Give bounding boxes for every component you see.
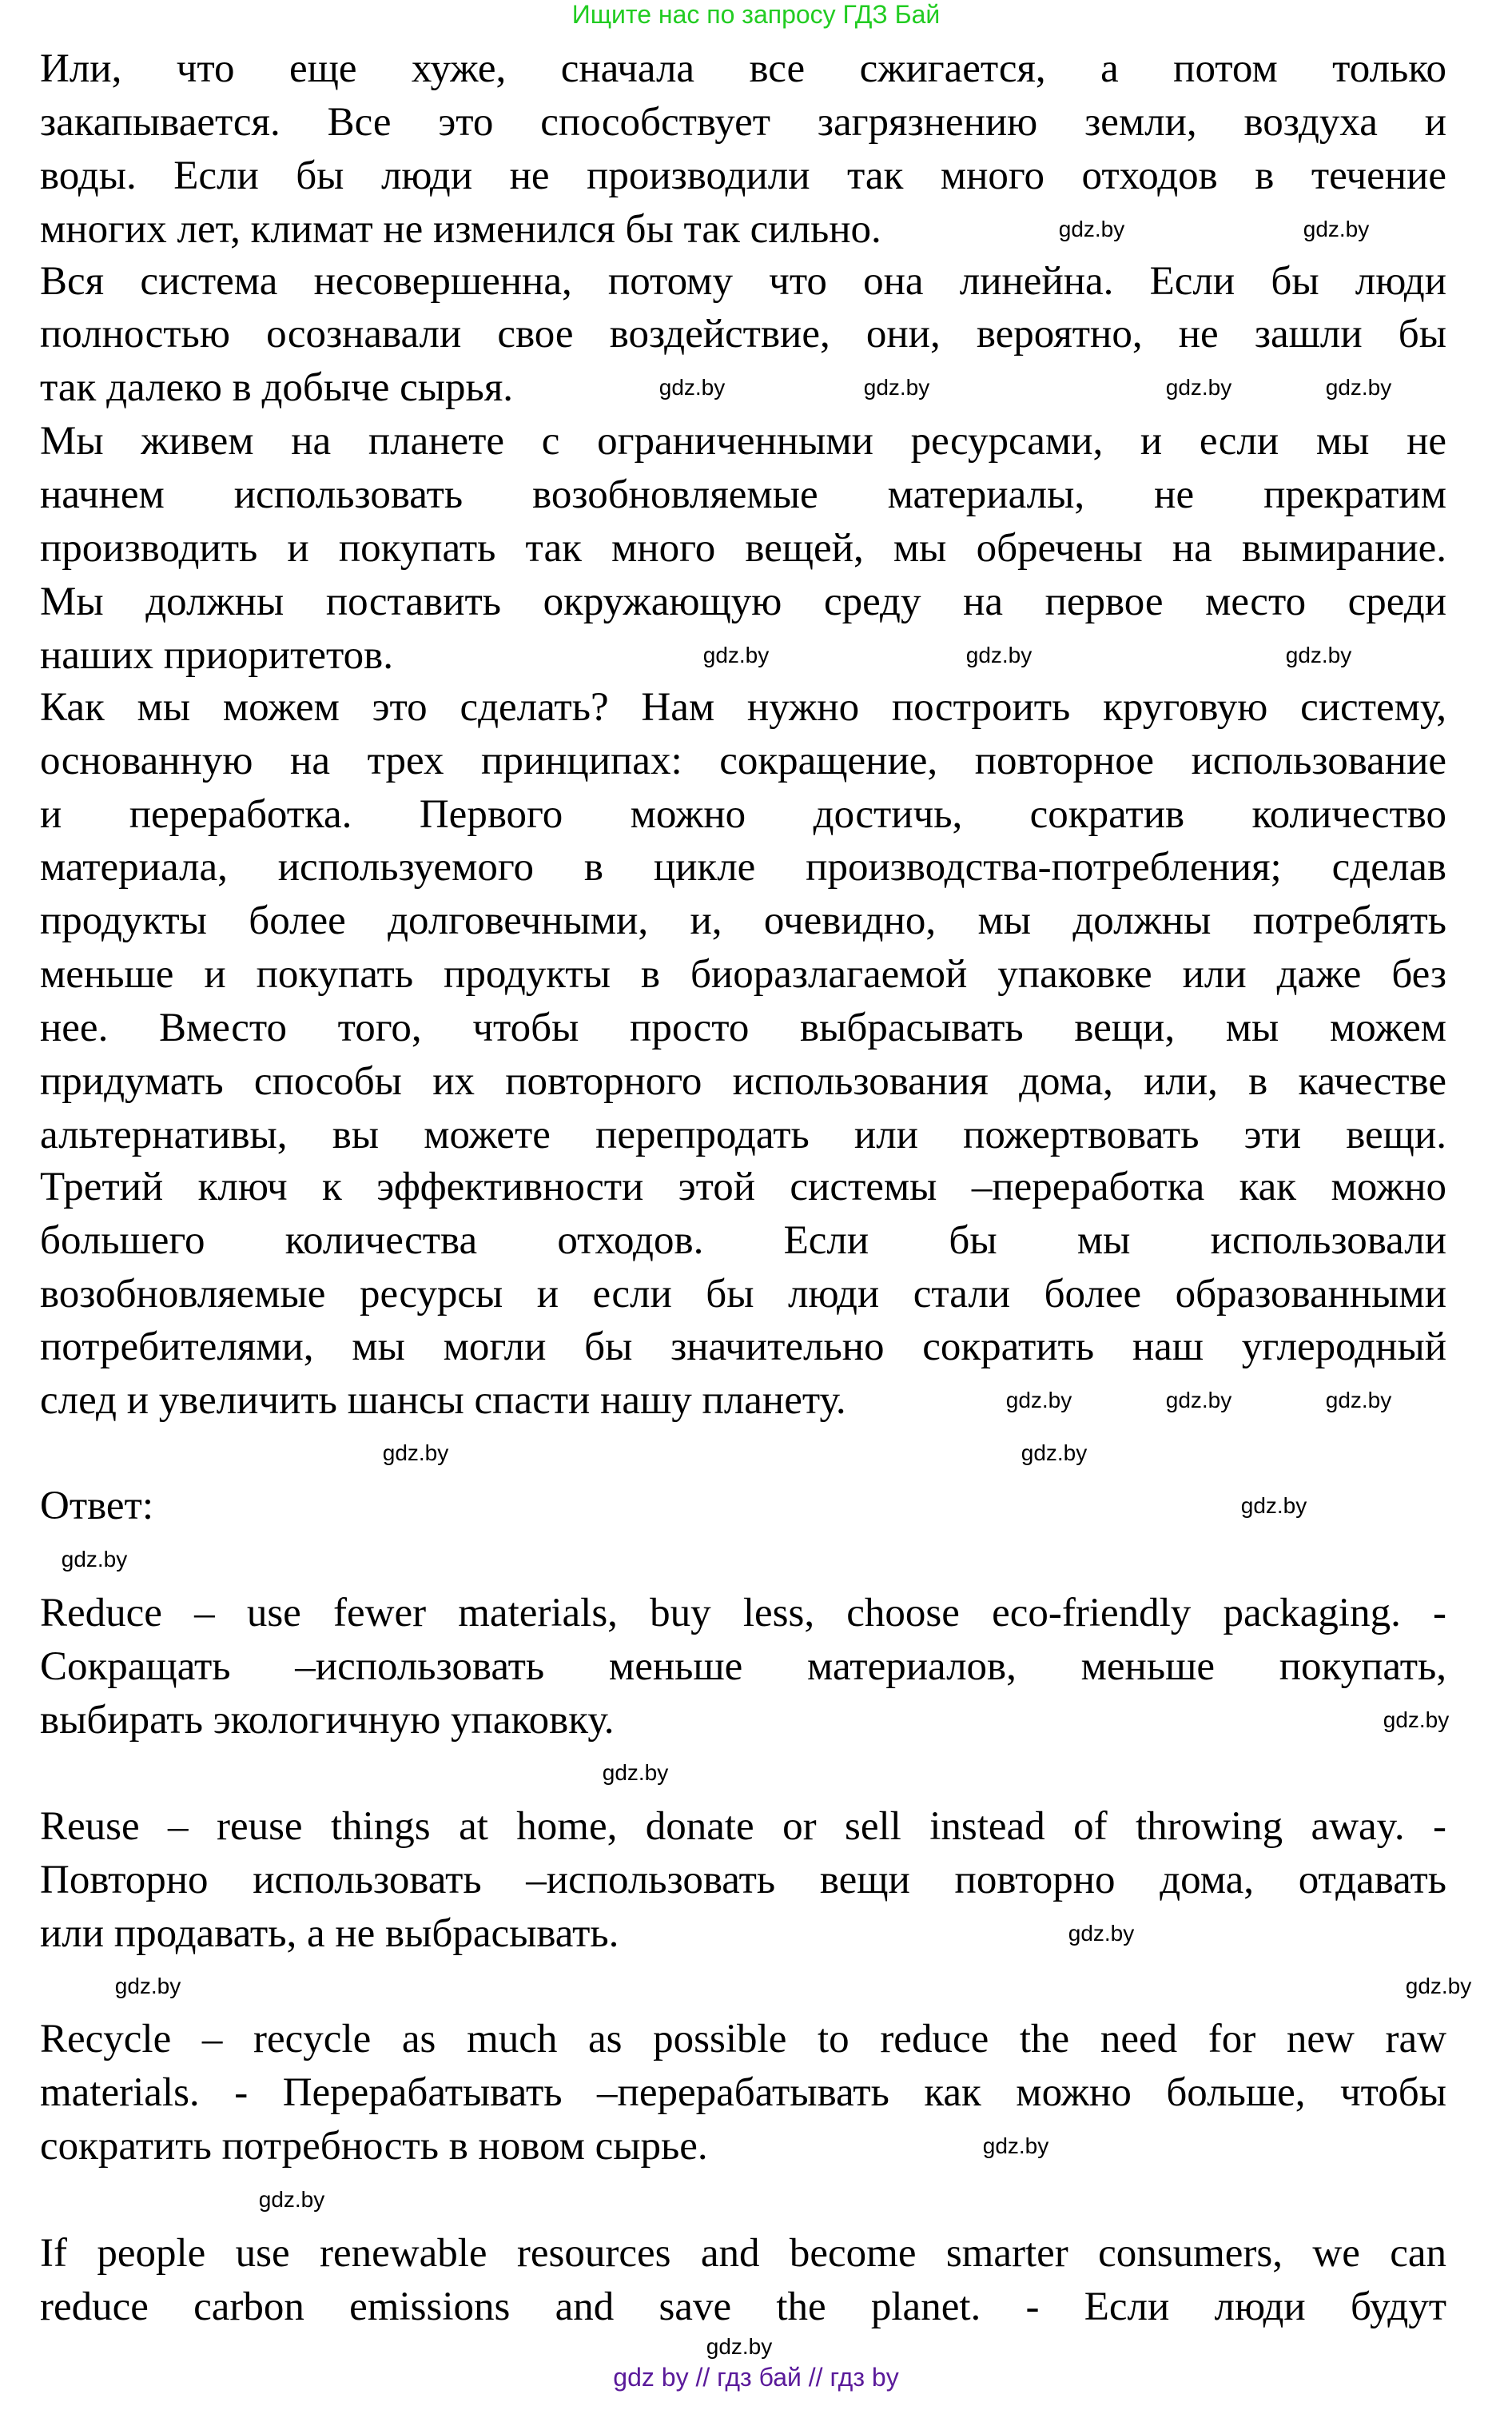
watermark: gdz.by [1068,1921,1135,1946]
watermark: gdz.by [1383,1707,1450,1732]
text-line: большего количества отходов. Если бы мы использовали [40,1218,1446,1263]
text-line: возобновляемые ресурсы и если бы люди стали более образованными [40,1272,1446,1317]
text-line: основанную на трех принципах: сокращение, повторное использование [40,739,1446,783]
text-line: Recycle – recycle as much as possible to reduce the need for new raw [40,2017,1446,2061]
text-line: materials. - Перерабатывать –перерабатывать как можно больше, чтобы [40,2070,1446,2115]
text-line: reduce carbon emissions and save the planet. - Если люди будут [40,2285,1446,2329]
text-line: след и увеличить шансы спасти нашу планету. [40,1378,846,1423]
watermark: gdz.by [965,643,1033,667]
text-line: выбирать экологичную упаковку. [40,1698,615,1743]
text-line: Мы должны поставить окружающую среду на первое место среди [40,580,1446,624]
watermark: gdz.by [1325,375,1392,400]
watermark: gdz.by [1165,375,1232,400]
text-line: Ответ: [40,1484,153,1528]
watermark: gdz.by [706,2334,773,2359]
watermark: gdz.by [1285,643,1352,667]
watermark: gdz.by [863,375,930,400]
text-line: производить и покупать так много вещей, мы обречены на вымирание. [40,526,1446,571]
text-line: If people use renewable resources and become smarter consumers, we can [40,2231,1446,2276]
text-line: продукты более долговечными, и, очевидно, мы должны потреблять [40,898,1446,943]
text-line: материала, используемого в цикле производства-потребления; сделав [40,845,1446,890]
text-line: Вся система несовершенна, потому что она линейна. Если бы люди [40,259,1446,304]
text-line: начнем использовать возобновляемые материалы, не прекратим [40,472,1446,517]
text-line: Третий ключ к эффективности этой системы –переработка как можно [40,1165,1446,1209]
text-line: так далеко в добыче сырья. [40,365,514,410]
text-line: Reuse – reuse things at home, donate or sell instead of throwing away. - [40,1804,1446,1849]
watermark: gdz.by [61,1547,128,1571]
text-line: воды. Если бы люди не производили так много отходов в течение [40,153,1446,198]
watermark: gdz.by [1165,1388,1232,1412]
text-line: закапывается. Все это способствует загрязнению земли, воздуха и [40,100,1446,145]
watermark: gdz.by [1405,1974,1472,1998]
text-line: наших приоритетов. [40,633,393,678]
watermark: gdz.by [1303,217,1370,241]
search-hint-banner: Ищите нас по запросу ГДЗ Бай [571,0,941,29]
text-line: Как мы можем это сделать? Нам нужно построить круговую систему, [40,685,1446,730]
text-line: сократить потребность в новом сырье. [40,2124,708,2169]
watermark: gdz.by [258,2187,325,2212]
watermark: gdz.by [114,1974,181,1998]
text-line: Или, что еще хуже, сначала все сжигается, а потом только [40,46,1446,91]
text-line: придумать способы их повторного использования дома, или, в качестве [40,1059,1446,1104]
text-line: и переработка. Первого можно достичь, сократив количество [40,792,1446,837]
watermark: gdz.by [659,375,726,400]
text-line: Сокращать –использовать меньше материалов, меньше покупать, [40,1644,1446,1689]
watermark: gdz.by [702,643,770,667]
text-line: потребителями, мы могли бы значительно сократить наш углеродный [40,1325,1446,1369]
watermark: gdz.by [382,1440,449,1465]
text-line: многих лет, климат не изменился бы так сильно. [40,207,881,252]
watermark: gdz.by [1058,217,1125,241]
watermark: gdz.by [1005,1388,1072,1412]
watermark: gdz.by [982,2133,1049,2158]
text-line: меньше и покупать продукты в биоразлагаемой упаковке или даже без [40,952,1446,997]
text-line: полностью осознавали свое воздействие, они, вероятно, не зашли бы [40,312,1446,357]
watermark: gdz.by [1021,1440,1088,1465]
text-line: или продавать, а не выбрасывать. [40,1911,619,1956]
text-line: Мы живем на планете с ограниченными ресурсами, и если мы не [40,419,1446,464]
text-line: нее. Вместо того, чтобы просто выбрасывать вещи, мы можем [40,1006,1446,1050]
text-line: Reduce – use fewer materials, buy less, choose eco-friendly packaging. - [40,1591,1446,1635]
watermark: gdz.by [602,1760,669,1785]
watermark: gdz.by [1240,1493,1307,1518]
footer-links: gdz by // гдз бай // гдз by [613,2363,899,2392]
watermark: gdz.by [1325,1388,1392,1412]
text-line: Повторно использовать –использовать вещи повторно дома, отдавать [40,1858,1446,1902]
text-line: альтернативы, вы можете перепродать или пожертвовать эти вещи. [40,1113,1446,1157]
